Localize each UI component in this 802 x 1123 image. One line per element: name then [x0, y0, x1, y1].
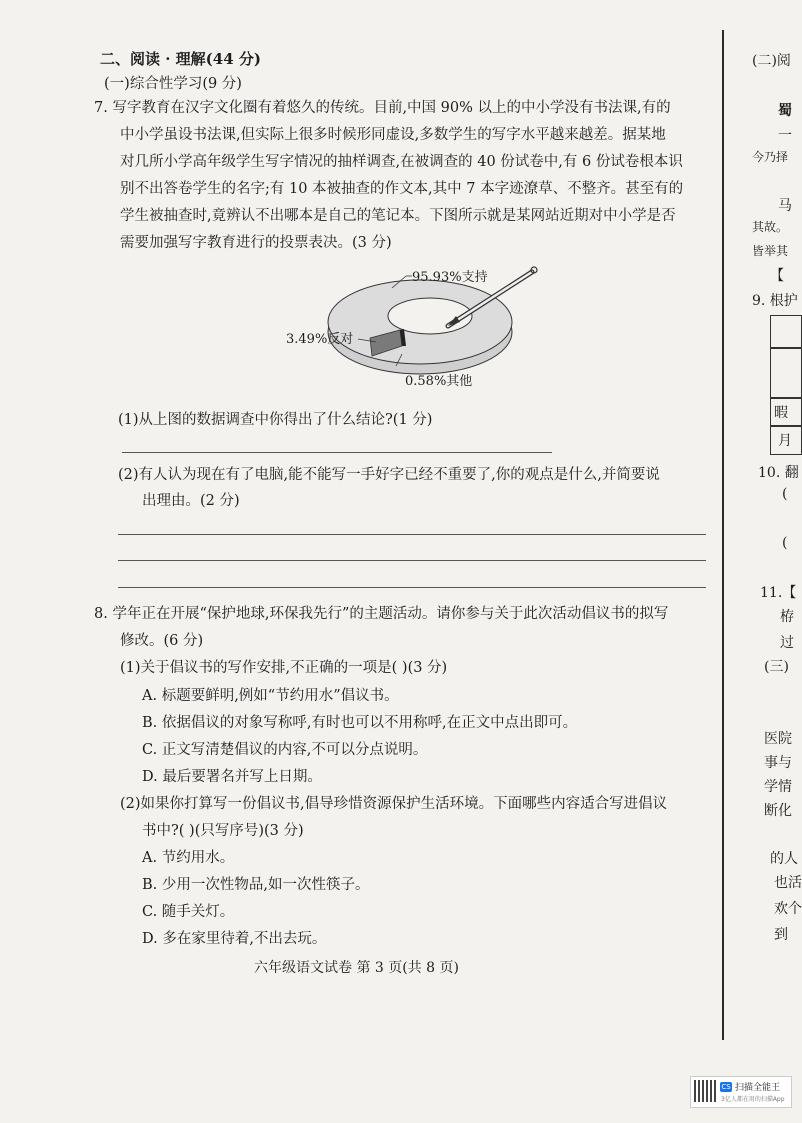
scanner-badge: CS	[721, 1083, 731, 1091]
label-support: 95.93%支持	[412, 270, 488, 285]
answer-line	[118, 560, 706, 561]
q8-sub2-cont: 书中?( )(只写序号)(3 分)	[142, 823, 304, 839]
right-text: 月	[778, 433, 792, 449]
option: B. 少用一次性物品,如一次性筷子。	[142, 877, 370, 893]
right-text: 过	[780, 635, 794, 651]
option: A. 节约用水。	[142, 850, 235, 866]
right-text: 9. 根护	[752, 293, 798, 309]
option: C. 正文写清楚倡议的内容,不可以分点说明。	[142, 742, 428, 758]
q8-sub1: (1)关于倡议书的写作安排,不正确的一项是( )(3 分)	[120, 660, 448, 676]
right-text: 马	[778, 198, 792, 214]
scanner-title: 扫描全能王	[735, 1083, 781, 1093]
q7-line: 需要加强写字教育进行的投票表决。(3 分)	[120, 235, 392, 251]
page-footer: 六年级语文试卷 第 3 页(共 8 页)	[254, 960, 459, 976]
right-text: 【	[770, 268, 784, 284]
qr-code-icon	[694, 1080, 716, 1102]
right-text: 皆举其	[752, 244, 789, 258]
q7-sub1: (1)从上图的数据调查中你得出了什么结论?(1 分)	[118, 412, 433, 428]
right-text: 今乃择	[752, 150, 789, 164]
q7-line: 别不出答卷学生的名字;有 10 本被抽查的作文本,其中 7 本字迹潦草、不整齐。甚至有的	[120, 181, 684, 197]
scanner-watermark	[690, 1076, 792, 1108]
q8-line: 8. 学年正在开展“保护地球,环保我先行”的主题活动。请你参与关于此次活动倡议书的拟写	[94, 606, 669, 622]
right-text: 学情	[764, 779, 792, 795]
right-text: 到	[774, 927, 788, 943]
right-text: 也活	[774, 875, 802, 891]
right-text: (三)	[764, 659, 789, 675]
option: A. 标题要鲜明,例如“节约用水”倡议书。	[142, 688, 399, 704]
answer-line	[118, 534, 706, 535]
right-text: 的人	[770, 851, 798, 867]
q7-line: 7. 写字教育在汉字文化圈有着悠久的传统。目前,中国 90% 以上的中小学没有书法课,有的	[94, 100, 671, 116]
option: C. 随手关灯。	[142, 904, 235, 920]
right-text: 其故。	[752, 220, 789, 234]
q7-line: 对几所小学高年级学生写字情况的抽样调查,在被调查的 40 份试卷中,有 6 份试卷根本识	[120, 154, 683, 170]
q8-sub2: (2)如果你打算写一份倡议书,倡导珍惜资源保护生活环境。下面哪些内容适合写进倡议	[120, 796, 668, 812]
option: D. 最后要署名并写上日期。	[142, 769, 322, 785]
right-text: 蜀	[778, 103, 792, 119]
q8-line: 修改。(6 分)	[120, 633, 204, 649]
subsection-title: (一)综合性学习(9 分)	[104, 76, 242, 92]
right-text: (	[782, 535, 788, 551]
right-text: 医院	[764, 731, 792, 747]
column-divider	[722, 30, 724, 1040]
option: B. 依据倡议的对象写称呼,有时也可以不用称呼,在正文中点出即可。	[142, 715, 578, 731]
right-text: 断化	[764, 803, 792, 819]
answer-line	[118, 587, 706, 588]
right-text: 栫	[780, 609, 794, 625]
right-text: 欢个	[774, 901, 802, 917]
right-text: 10. 翻	[758, 465, 799, 481]
right-text: (	[782, 486, 788, 502]
q7-sub2-cont: 出理由。(2 分)	[142, 493, 240, 509]
label-other: 0.58%其他	[405, 374, 473, 389]
right-text: 一	[778, 128, 792, 144]
right-text: 暇	[774, 405, 788, 421]
scanner-subtitle: 3亿人都在用的扫描App	[721, 1096, 785, 1103]
q7-line: 中小学虽设书法课,但实际上很多时候形同虚设,多数学生的写字水平越来越差。据某地	[120, 127, 666, 143]
table-cell	[770, 315, 802, 349]
q7-sub2: (2)有人认为现在有了电脑,能不能写一手好字已经不重要了,你的观点是什么,并简要说	[118, 467, 660, 483]
right-text: (二)阅	[752, 53, 791, 69]
section-title: 二、阅读 · 理解(44 分)	[100, 50, 261, 68]
right-text: 事与	[764, 755, 792, 771]
label-oppose: 3.49%反对	[286, 332, 354, 347]
option: D. 多在家里待着,不出去玩。	[142, 931, 327, 947]
q7-line: 学生被抽查时,竟辨认不出哪本是自己的笔记本。下图所示就是某网站近期对中小学是否	[120, 208, 676, 224]
answer-line	[122, 452, 552, 453]
table-cell	[770, 347, 802, 399]
right-text: 11.【	[760, 585, 797, 601]
